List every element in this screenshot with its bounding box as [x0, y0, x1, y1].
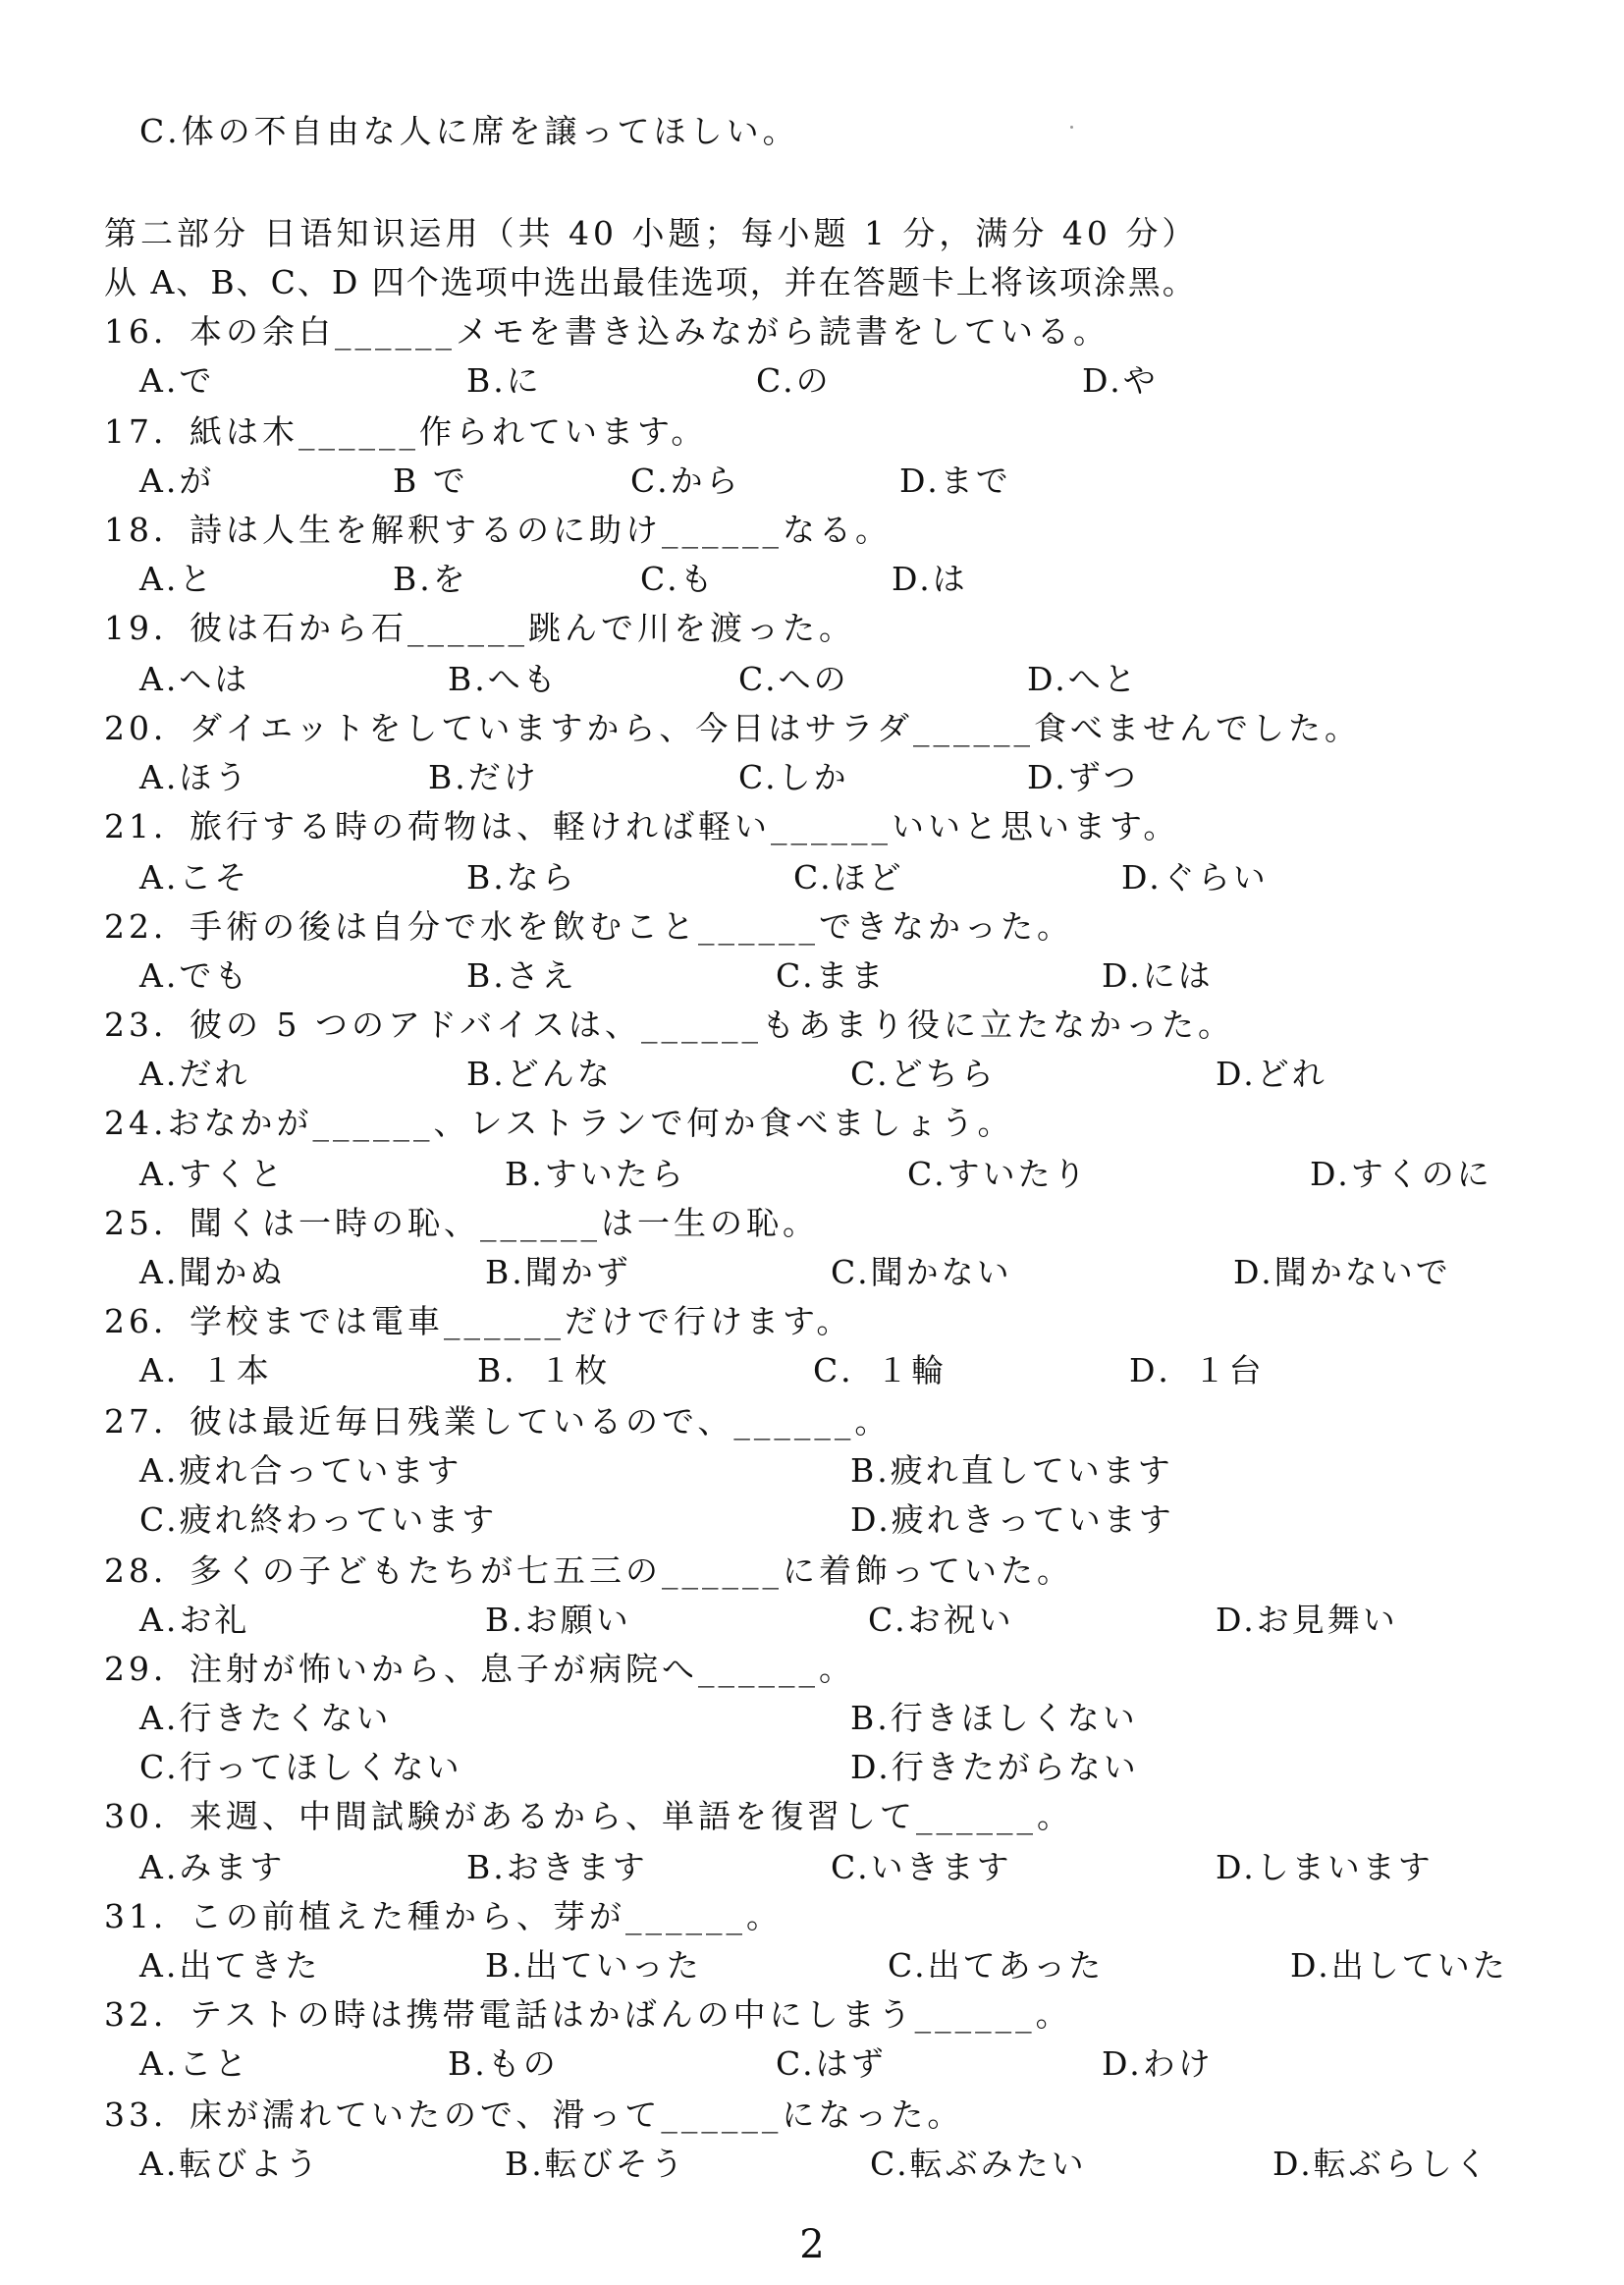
q16-option-a: A.で [139, 361, 215, 400]
q27-option-d: D.疲れきっています [850, 1500, 1174, 1539]
q22-option-d: D.には [1102, 956, 1214, 995]
q29-option-b: B.行きほしくない [850, 1699, 1138, 1737]
q17-option-a: A.が [139, 462, 215, 500]
question-17-stem: 17．紙は木______作られています。 [104, 412, 708, 451]
question-24-stem: 24.おなかが______、レストランで何か食べましょう。 [104, 1104, 1014, 1142]
question-27-stem: 27．彼は最近毎日残業しているので、______。 [104, 1402, 892, 1441]
q25-option-c: C.聞かない [831, 1253, 1012, 1291]
q19-option-a: A.へは [139, 660, 250, 698]
q32-option-d: D.わけ [1102, 2044, 1214, 2083]
q22-option-a: A.でも [139, 956, 250, 995]
q32-option-c: C.はず [776, 2044, 887, 2083]
q23-option-c: C.どちら [850, 1055, 997, 1093]
q19-option-c: C.への [738, 660, 849, 698]
q20-option-b: B.だけ [428, 758, 539, 796]
q31-option-c: C.出てあった [888, 1946, 1105, 1985]
question-28-stem: 28．多くの子どもたちが七五三の______に着飾っていた。 [104, 1551, 1073, 1590]
question-33-stem: 33．床が濡れていたので、滑って______になった。 [104, 2095, 964, 2134]
question-16-stem: 16．本の余白______メモを書き込みながら読書をしている。 [104, 312, 1110, 351]
q25-option-a: A.聞かぬ [139, 1253, 286, 1291]
q24-option-b: B.すいたら [505, 1155, 686, 1193]
q18-option-a: A.と [139, 560, 215, 598]
q32-option-a: A.こと [139, 2044, 250, 2083]
previous-option-c: C.体の不自由な人に席を譲ってほしい。 [139, 112, 799, 150]
q20-option-c: C.しか [738, 758, 849, 796]
q18-option-b: B.を [393, 560, 468, 598]
q17-option-d: D.まで [899, 462, 1011, 500]
q27-option-b: B.疲れ直しています [850, 1451, 1173, 1490]
q33-option-b: B.転びそう [505, 2145, 686, 2183]
question-18-stem: 18．詩は人生を解釈するのに助け______なる。 [104, 511, 892, 549]
q27-option-a: A.疲れ合っています [139, 1451, 462, 1490]
q16-option-c: C.の [756, 361, 832, 400]
question-19-stem: 19．彼は石から石______跳んで川を渡った。 [104, 609, 855, 647]
q21-option-c: C.ほど [793, 858, 904, 897]
q17-option-b: B で [393, 462, 468, 500]
question-31-stem: 31．この前植えた種から、芽が______。 [104, 1897, 783, 1935]
q29-option-d: D.行きたがらない [850, 1748, 1139, 1786]
q31-option-b: B.出ていった [485, 1946, 702, 1985]
q22-option-c: C.まま [776, 956, 887, 995]
q33-option-a: A.転びよう [139, 2145, 321, 2183]
q19-option-b: B.へも [448, 660, 559, 698]
q32-option-b: B.もの [448, 2044, 559, 2083]
q23-option-b: B.どんな [466, 1055, 613, 1093]
q29-option-a: A.行きたくない [139, 1699, 392, 1737]
q28-option-a: A.お礼 [139, 1601, 250, 1639]
question-20-stem: 20．ダイエットをしていますから、今日はサラダ______食べませんでした。 [104, 709, 1362, 747]
q21-option-b: B.なら [466, 858, 577, 897]
q16-option-b: B.に [466, 361, 542, 400]
q31-option-a: A.出てきた [139, 1946, 321, 1985]
q33-option-c: C.転ぶみたい [870, 2145, 1087, 2183]
q24-option-c: C.すいたり [907, 1155, 1089, 1193]
q24-option-a: A.すくと [139, 1155, 286, 1193]
q26-option-b: B．１枚 [477, 1351, 611, 1389]
question-22-stem: 22．手術の後は自分で水を飲むこと______できなかった。 [104, 907, 1073, 946]
q30-option-b: B.おきます [466, 1848, 648, 1886]
q23-option-d: D.どれ [1216, 1055, 1327, 1093]
question-21-stem: 21．旅行する時の荷物は、軽ければ軽い______いいと思います。 [104, 807, 1180, 845]
section-heading: 第二部分 日语知识运用（共 40 小题；每小题 1 分，满分 40 分） [104, 214, 1199, 252]
q24-option-d: D.すくのに [1310, 1155, 1492, 1193]
q30-option-c: C.いきます [831, 1848, 1012, 1886]
q16-option-d: D.や [1082, 361, 1159, 400]
q28-option-d: D.お見舞い [1216, 1601, 1398, 1639]
q25-option-d: D.聞かないで [1233, 1253, 1451, 1291]
q21-option-a: A.こそ [139, 858, 250, 897]
question-26-stem: 26．学校までは電車______だけで行けます。 [104, 1302, 853, 1340]
q20-option-a: A.ほう [139, 758, 250, 796]
q25-option-b: B.聞かず [485, 1253, 631, 1291]
q18-option-d: D.は [892, 560, 968, 598]
q20-option-d: D.ずつ [1027, 758, 1139, 796]
q29-option-c: C.行ってほしくない [139, 1748, 462, 1786]
q22-option-b: B.さえ [466, 956, 577, 995]
q28-option-c: C.お祝い [868, 1601, 1014, 1639]
question-29-stem: 29．注射が怖いから、息子が病院へ______。 [104, 1650, 855, 1688]
q28-option-b: B.お願い [485, 1601, 631, 1639]
q18-option-c: C.も [640, 560, 716, 598]
q30-option-d: D.しまいます [1216, 1848, 1434, 1886]
q26-option-d: D．１台 [1129, 1351, 1265, 1389]
q33-option-d: D.転ぶらしく [1272, 2145, 1490, 2183]
q23-option-a: A.だれ [139, 1055, 250, 1093]
question-32-stem: 32．テストの時は携帯電話はかばんの中にしまう______。 [104, 1995, 1072, 2034]
question-30-stem: 30．来週、中間試験があるから、単語を復習して______。 [104, 1797, 1073, 1835]
question-25-stem: 25．聞くは一時の恥、______は一生の恥。 [104, 1204, 819, 1242]
q30-option-a: A.みます [139, 1848, 286, 1886]
question-23-stem: 23．彼の 5 つのアドバイスは、______もあまり役に立たなかった。 [104, 1006, 1234, 1044]
q26-option-c: C．１輪 [813, 1351, 947, 1389]
q21-option-d: D.ぐらい [1121, 858, 1269, 897]
page-number: 2 [799, 2222, 825, 2267]
q19-option-d: D.へと [1027, 660, 1139, 698]
section-instruction: 从 A、B、C、D 四个选项中选出最佳选项，并在答题卡上将该项涂黑。 [104, 263, 1197, 301]
q26-option-a: A．１本 [139, 1351, 272, 1389]
scan-speck [1070, 126, 1073, 129]
q17-option-c: C.から [630, 462, 741, 500]
q31-option-d: D.出していた [1290, 1946, 1508, 1985]
q27-option-c: C.疲れ終わっています [139, 1500, 498, 1539]
